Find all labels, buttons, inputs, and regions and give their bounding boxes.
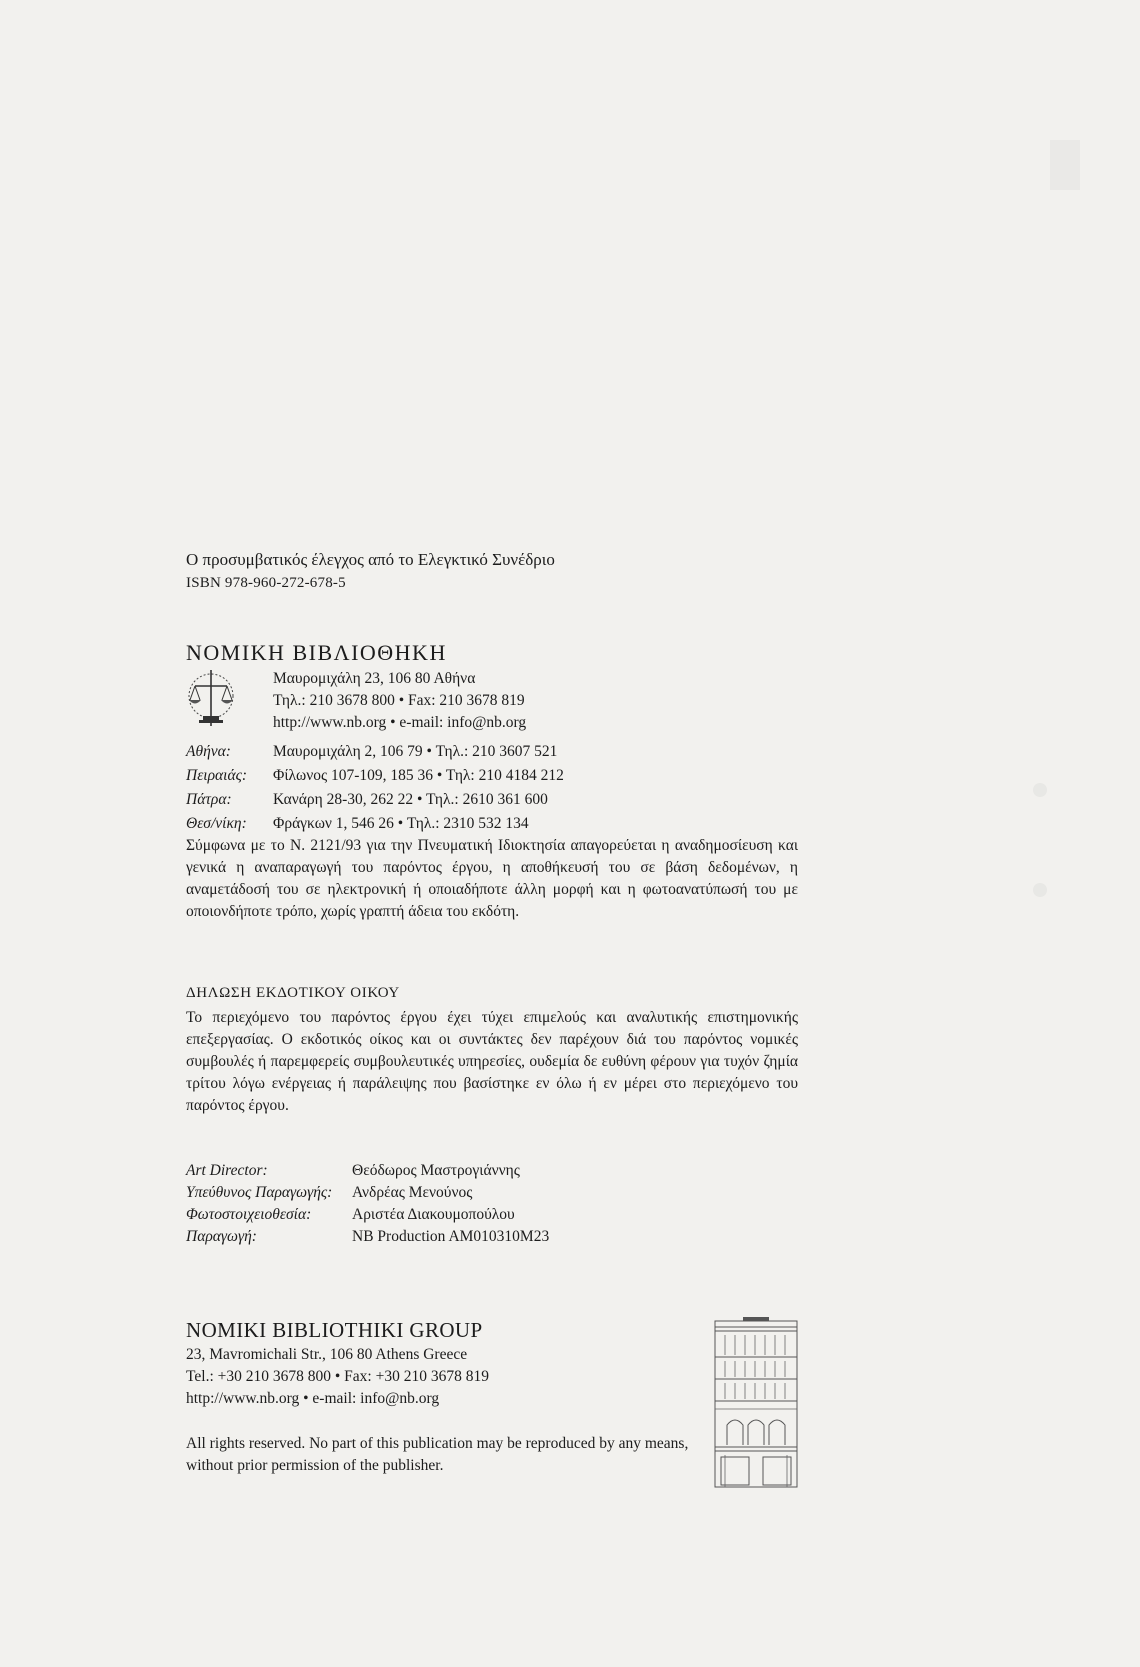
- credit-row: [186, 1182, 549, 1204]
- declaration-text: Το περιεχόμενο του παρόντος έργου έχει τύχει επιμελούς και αναλυτικής επιστημονικής επεξεργασίας. Ο εκδοτικός οίκος και οι συντάκτες δεν παρέχουν διά του παρόντος νομικές συμβουλές ή παρεμφερείς συμβουλευτικές υπηρεσίες, ουδεμία δε ευθύνη φέρουν για τυχόν ζημία τρίτου λόγω ενέργειας ή παράλειψης που βασίστηκε εν όλω ή εν μέρει στο περιεχόμενο του παρόντος έργου.: [186, 1009, 798, 1114]
- rights-notice: All rights reserved. No part of this publication may be reproduced by any means, without prior permission of the publisher.: [186, 1435, 689, 1474]
- branch-city: Θεσ/νίκη:: [186, 815, 247, 832]
- branch-athens: [186, 740, 564, 764]
- scales-of-justice-logo: [185, 664, 237, 734]
- group-name: NOMIKI BIBLIOTHIKI GROUP: [186, 1318, 483, 1342]
- building-illustration: [713, 1317, 799, 1489]
- branch-details: Κανάρη 28-30, 262 22 • Τηλ.: 2610 361 600: [273, 791, 548, 808]
- branch-thessaloniki: [186, 812, 564, 836]
- credits-list: [186, 1160, 549, 1248]
- credit-row: [186, 1204, 549, 1226]
- branch-patra: [186, 788, 564, 812]
- branch-city: Πάτρα:: [186, 791, 232, 808]
- group-address-line: 23, Mavromichali Str., 106 80 Athens Greece: [186, 1346, 468, 1363]
- group-phone-line: Tel.: +30 210 3678 800 • Fax: +30 210 3678 819: [186, 1368, 489, 1385]
- group-address: [186, 1344, 489, 1410]
- branch-city: Πειραιάς:: [186, 767, 248, 784]
- isbn: ISBN 978-960-272-678-5: [186, 575, 346, 591]
- branch-piraeus: [186, 764, 564, 788]
- group-web-line: http://www.nb.org • e-mail: info@nb.org: [186, 1390, 440, 1407]
- book-title: Ο προσυμβατικός έλεγχος από το Ελεγκτικό Συνέδριο: [186, 550, 555, 569]
- branch-details: Φίλωνος 107-109, 185 36 • Τηλ: 210 4184 212: [273, 767, 564, 784]
- credit-role: Υπεύθυνος Παραγωγής:: [186, 1184, 333, 1201]
- building-roof: [743, 1317, 769, 1321]
- publisher-address: [273, 668, 526, 734]
- credit-name: Αριστέα Διακουμοπούλου: [352, 1206, 515, 1223]
- credit-name: Ανδρέας Μενούνος: [352, 1184, 473, 1201]
- branch-details: Μαυρομιχάλη 2, 106 79 • Τηλ.: 210 3607 521: [273, 743, 558, 760]
- credit-role: Φωτοστοιχειοθεσία:: [186, 1206, 312, 1223]
- credit-name: Θεόδωρος Μαστρογιάννης: [352, 1162, 520, 1179]
- credit-role: Παραγωγή:: [186, 1228, 257, 1245]
- credit-row: [186, 1226, 549, 1248]
- branch-list: [186, 740, 564, 836]
- phone-line: Τηλ.: 210 3678 800 • Fax: 210 3678 819: [273, 692, 525, 709]
- address-line: Μαυρομιχάλη 23, 106 80 Αθήνα: [273, 670, 476, 687]
- credit-row: [186, 1160, 549, 1182]
- credit-name: NB Production AM010310M23: [352, 1228, 550, 1245]
- branch-details: Φράγκων 1, 546 26 • Τηλ.: 2310 532 134: [273, 815, 529, 832]
- branch-city: Αθήνα:: [186, 743, 231, 760]
- web-line: http://www.nb.org • e-mail: info@nb.org: [273, 714, 527, 731]
- publisher-name: ΝΟΜΙΚΗ ΒΙΒΛΙΟΘΗΚΗ: [186, 640, 447, 665]
- declaration-heading: ΔΗΛΩΣΗ ΕΚΔΟΤΙΚΟΥ ΟΙΚΟΥ: [186, 985, 400, 1001]
- credit-role: Art Director:: [186, 1162, 268, 1179]
- copyright-notice: Σύμφωνα με το Ν. 2121/93 για την Πνευματική Ιδιοκτησία απαγορεύεται η αναδημοσίευση και γενικά η αναπαραγωγή του παρόντος έργου, η αποθήκευσή του σε βάση δεδομένων, η αναμετάδοσή του σε ηλεκτρονική ή οποιαδήποτε άλλη μορφή και η φωτοανατύπωσή του με οποιονδήποτε τρόπο, χωρίς γραπτή άδεια του εκδότη.: [186, 837, 798, 920]
